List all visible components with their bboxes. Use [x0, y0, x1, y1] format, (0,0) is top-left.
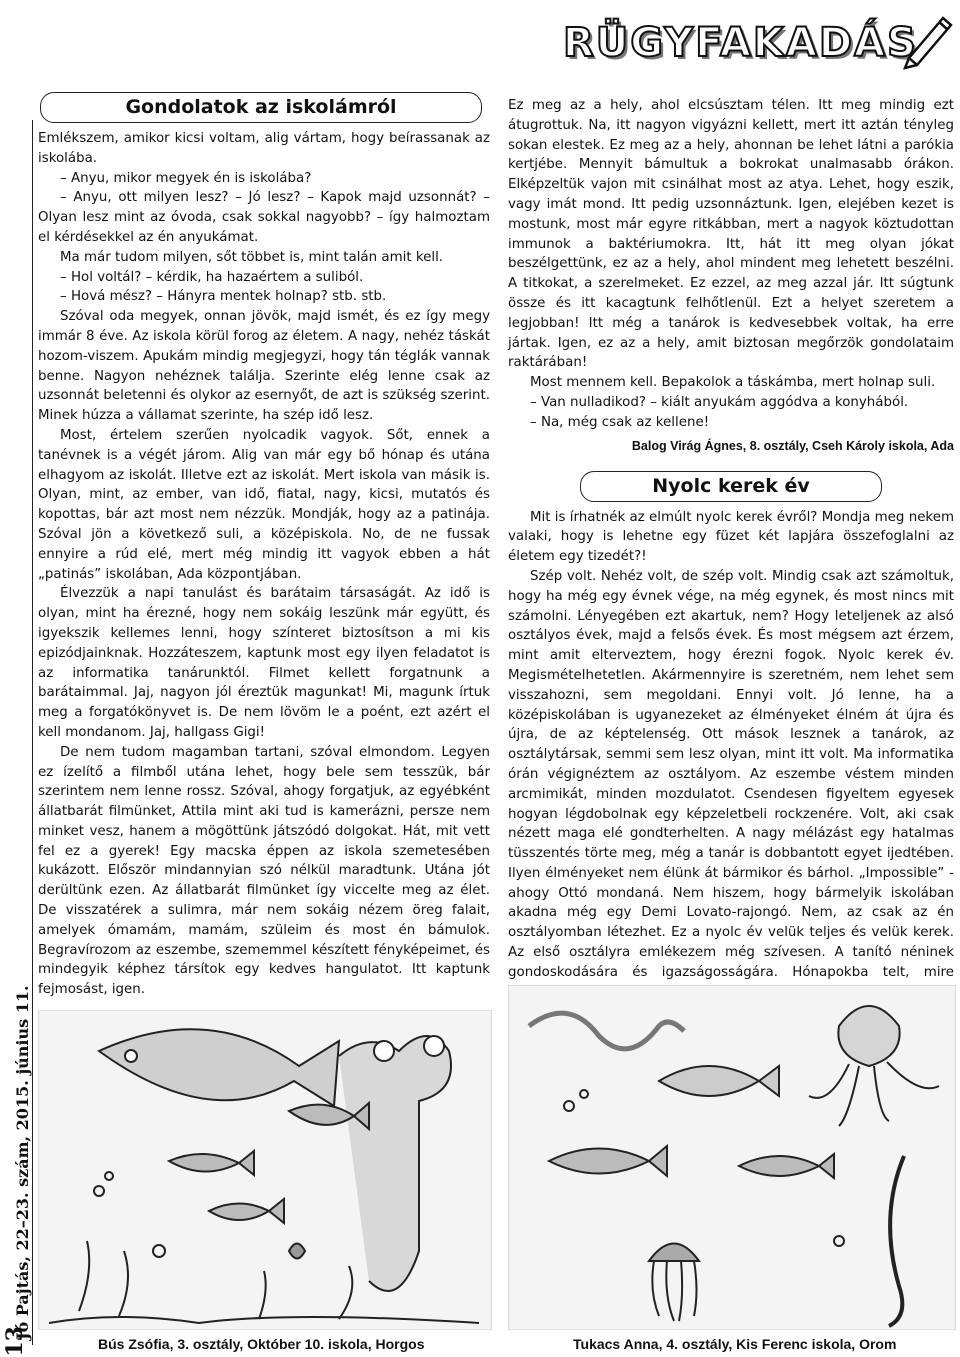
author-signature: Balog Virág Ágnes, 8. osztály, Cseh Károly iskola, Ada [631, 438, 954, 453]
paragraph: Élvezzük a napi tanulást és barátaim társaságát. Az idő is olyan, mint ha érezné, hogy nem sokáig leszünk már együtt, és igyekszik kellemes lenni, hogy színteret biztosítson a mi kis epizódjainknak. Hozzáteszem, kaptunk most egy ilyen feladatot is az informatika tanárunktól. Filmet kellett forgatnunk a barátaimmal. Jaj, nagyon jól éreztük magunkat! Mi, magunk írtuk meg a forgatókönyvet is. De nem lövöm le a poént, ezt azért el kell mondanom. Jaj, hallgass Gigi! [38, 586, 490, 740]
issue-info: Jó Pajtás, 22–23. szám, 2015. június 11. [13, 985, 32, 1340]
paragraph: Most, értelem szerűen nyolcadik vagyok. Sőt, ennek a tanévnek is a végét járom. Alig van már egy bő hónap és utána elhagyom az iskolát. Illetve ezt az iskolát. Mert iskola van másik is. Olyan, mint, az ember, van idő, fiatal, nagy, kicsi, mutatós és kopottas, bár azt most nem nézzük. Mondják, hogy az a patinája. Szóval jön a következő suli, a középiskola. No, de ne fussak ennyire a rúd elé, mert még mindig itt vagyok ebben a hát „patinás” iskolában, Ada központjában. [38, 427, 490, 582]
page-number: 13 [2, 1326, 28, 1357]
paragraph: – Anyu, mikor megyek én is iskolába? [60, 170, 312, 186]
drawing-caption-right: Tukacs Anna, 4. osztály, Kis Ferenc iskola, Orom [573, 1336, 897, 1352]
right-article-2-body [508, 508, 954, 1023]
left-rule [32, 120, 33, 1345]
underwater-drawing-left [39, 1011, 491, 1329]
paragraph: Most mennem kell. Bepakolok a táskámba, mert holnap suli. [530, 375, 936, 391]
pencil-icon [895, 8, 955, 70]
paragraph: Szép volt. Nehéz volt, de szép volt. Mindig csak azt számoltuk, hogy ha még egy évnek vége, na még egynek, és most nincs mit számolni. Lényegében ezt akartuk, nem? Hogy leteljenek az alsó osztályos évek, majd a felsős évek. És most mégsem azt érzem, mint amit elterveztem, hogy érezni fogok. Nyolc kerek év. Megismételhetetlen. Akármennyire is szeretném, nem lehet sem visszahozni, sem megoldani. Ennyi volt. Jó lenne, ha a középiskolában is ugyanezeket az élményeket élném át újra és újra, de az képtelenség. Ott mások lesznek a tanárok, az osztálytársak, semmi sem lesz olyan, mint itt volt. Ma informatika órán végignéztem az osztályom. Az eszembe véstem minden arcmimikát, minden mozdulatot. Csendesen figyeltem egyesek hogyan légdobolnak egy képzeletbeli rockzenére. Volt, aki csak nézett maga elé gondterhelten. A nagy mélázást egy hatalmas tüsszentés törte meg, még a tanár is dobbantott egyet ijedtében. Ilyen élményeket nem élünk át bármikor és bárhol. „Impossible” - ahogy Ottó mondaná. Nem hiszem, hogy bármelyik iskolában akadna még egy Demi Lovato-rajongó. Nem, az csak az én osztályomban létezhet. Ez a nyolc év velük teljes és velük kerek. Az első osztályra emlékezem még szívesen. A tanító néninek gondoskodására és igazságosságára. Hónapokba telt, mire [508, 568, 954, 980]
paragraph: – Hol voltál? – kérdik, ha hazaértem a suliból. [60, 269, 364, 285]
page-spine [0, 860, 32, 1357]
underwater-drawing-right [509, 986, 955, 1329]
masthead-title: RÜGYFAKADÁS [563, 20, 918, 66]
child-drawing-right [508, 985, 956, 1330]
paragraph: Ma már tudom milyen, sőt többet is, mint talán amit kell. [60, 249, 444, 265]
masthead [555, 8, 955, 70]
paragraph: Ez meg az a hely, ahol elcsúsztam télen. Itt meg mindig ezt átugrottuk. Na, itt nagyon vigyázni kellett, mert itt aztán tényleg sokan elestek. Ez meg az a hely, ahonnan be lehet látni a parókia kertjébe. Mennyit bámultuk a bokrokat unalmasabb órákon. Elképzeltük vajon mit csinálhat most az atya. Lehet, hogy eszik, vagy imát mond. Itt pedig uzsonnáztunk. Igen, elejében kezet is mostunk, most már egyre ritkábban, mert a nagyok köztudottan immunok a baktériumokra. Itt, hát itt meg olyan jókat beszélgettünk, ez az a hely, ahol mindent meg lehetett beszélni. A titkokat, a szerelmeket. Ez ezzel, az meg azzal jár. Itt súgtunk össze és itt kacagtunk felhőtlenül. Ezt a helyet szeretem a legjobban! Itt még a tanárok is kedvesebbek voltak, ha erre jártak. Igen, ez az a hely, amit biztosan megőrzök gondolataim raktárában! [508, 98, 954, 371]
left-column [38, 92, 490, 1000]
child-drawing-left [38, 1010, 492, 1330]
paragraph: – Anyu, ott milyen lesz? – Jó lesz? – Kapok majd uzsonnát? – Olyan lesz mint az óvoda, csak sokkal nagyobb? – így halmoztam el kérdésekkel az én anyukámat. [38, 190, 490, 245]
right-article-1-body [508, 96, 954, 433]
paragraph: – Van nulladikod? – kiált anyukám aggódva a konyhából. [530, 394, 909, 410]
paragraph: Emlékszem, amikor kicsi voltam, alig vártam, hogy beírassanak az iskolába. [38, 131, 490, 166]
paragraph: – Na, még csak az kellene! [530, 414, 710, 430]
paragraph: – Hová mész? – Hányra mentek holnap? stb. stb. [60, 289, 387, 305]
drawing-caption-left: Bús Zsófia, 3. osztály, Október 10. iskola, Horgos [98, 1336, 425, 1352]
left-article-body [38, 129, 490, 1000]
paragraph: Mit is írhatnék az elmúlt nyolc kerek évről? Mondja meg nekem valaki, hogy is lehetne egy füzet két lapjára összefoglalni az életem egy tizedét?! [508, 509, 954, 565]
right-column [508, 96, 954, 1060]
article-title-left: Gondolatok az iskolámról [40, 92, 482, 123]
article-title-right: Nyolc kerek év [580, 471, 882, 502]
paragraph: Szóval oda megyek, onnan jövök, majd ismét, és ez így megy immár 8 éve. Az iskola körül forog az életem. A nagy, nehéz táskát hozom-viszem. Apukám mindig megjegyzi, hogy tán téglák vannak benne. Nagyon nehéznek találja. Szerinte elég lenne csak az uzsonnát beletenni és olykor az esernyőt, de azt is szükség szerint. Minek húzza a vállamat szerinte, ha szép idő lesz. [38, 309, 490, 424]
paragraph: De nem tudom magamban tartani, szóval elmondom. Legyen ez ízelítő a filmből utána lehet, hogy bele sem tesszük, bár szerintem nem lenne rossz. Szóval, ahogy forgatjuk, az egyébként állatbarát filmünket, Attila mint aki tud is kamerázni, persze nem minket vesz, hanem a mögöttünk játszódó dolgokat. Hát, mit vett fel ez a gyerek! Egy macska éppen az iskola szemetesében kukázott. Először mindannyian szó nélkül maradtunk. Utána jót derültünk ezen. Az állatbarát filmünket így viccelte meg az élet. De visszatérek a sulimra, már nem sokáig nézem öreg falait, amelyek ómamám, mamám, szüleim és most én bámulok. Begravírozom az eszembe, szememmel készített fényképeimet, és mindegyik képhez társítok egy kedves hangulatot. Itt kaptunk fejmosást, igen. [38, 744, 490, 998]
